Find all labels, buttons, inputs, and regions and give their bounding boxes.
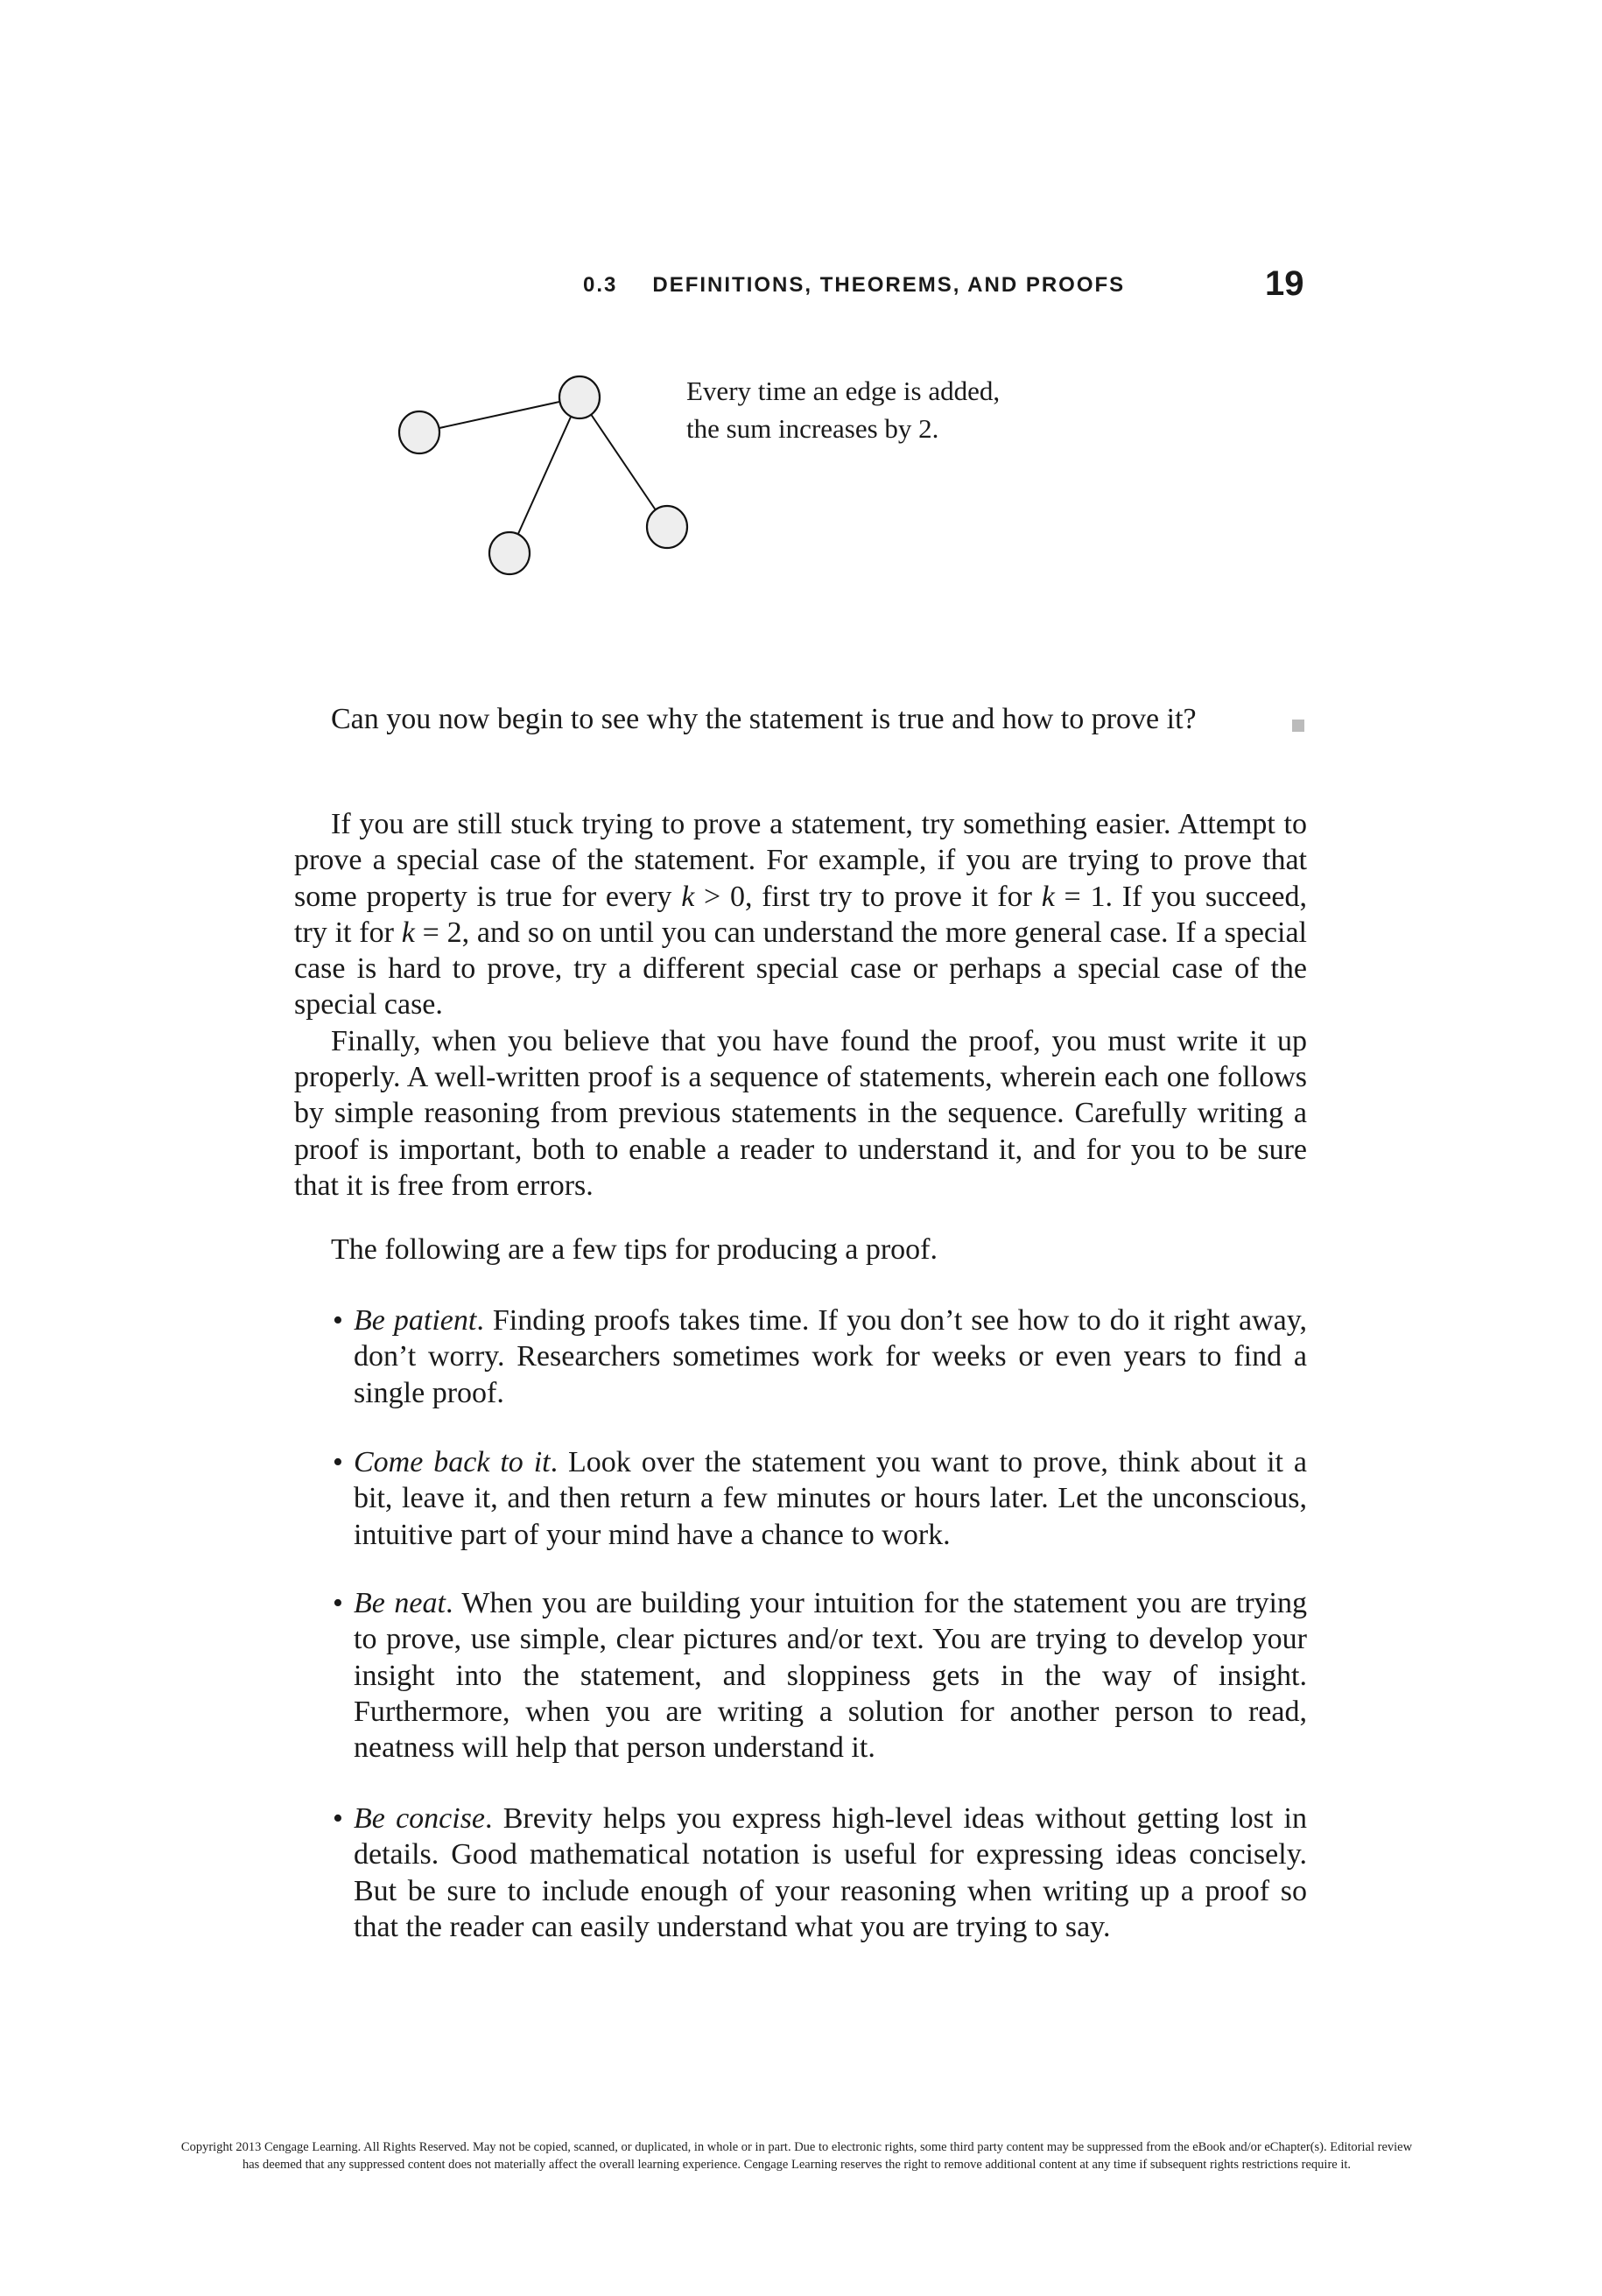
tip-text: . Look over the statement you want to prove, think about it a bit, leave it, and then return a few minutes or hours later. Let the unconscious, intuitive part of your mind have a chance to work.: [354, 1446, 1308, 1551]
tip-title: Be patient: [354, 1304, 477, 1337]
text: The following are a few tips for producing a proof.: [331, 1233, 938, 1266]
graph-edge: [509, 397, 580, 553]
text: = 1. If you succeed, try it for: [294, 880, 1307, 949]
page-number: 19: [1265, 264, 1304, 303]
graph-node: [489, 532, 530, 574]
math-var: k: [681, 880, 695, 913]
paragraph-tips-intro: [294, 1232, 1307, 1267]
tip-title: Come back to it: [354, 1446, 551, 1478]
text: If you are still stuck trying to prove a statement, try something easier. Attempt to prove a special case of the statement. For example, if you are trying to prove that some property is true for every: [294, 808, 1307, 913]
end-of-proof-square: [1292, 720, 1304, 732]
tip-text: . Brevity helps you express high-level ideas without getting lost in details. Good mathematical notation is useful for expressing ideas concisely. But be sure to include enough of your reasoning when writing up a proof so that the reader can easily understand what you are trying to say.: [354, 1802, 1307, 1943]
graph-figure: [376, 359, 709, 586]
tip-title: Be neat: [354, 1587, 446, 1619]
bullet-icon: •: [333, 1304, 343, 1337]
tip-item: [333, 1302, 1307, 1411]
paragraph-finally: Finally, when you believe that you have found the proof, you must write it up properly. A well-written proof is a sequence of statements, wherein each one follows by simple reasoning from previous statements in the sequence. Carefully writing a proof is important, both to enable a reader to understand it, and for you to be sure that it is free from errors.: [294, 1024, 1307, 1202]
bullet-icon: •: [333, 1446, 343, 1478]
bullet-icon: •: [333, 1587, 343, 1619]
tip-text: . When you are building your intuition for the statement you are trying to prove, use simple, clear pictures and/or text. You are trying to develop your insight into the statement, and sloppiness gets in the way of insight. Furthermore, when you are writing a solution for another person to read, neatness will help that person understand it.: [354, 1587, 1307, 1765]
copyright-footer: Copyright 2013 Cengage Learning. All Rights Reserved. May not be copied, scanned, or duplicated, in whole or in part. Due to electronic rights, some third party content may be suppressed from the eBook and/or eChapter(s). Editorial review has deemed that any suppressed content does not materially affect the overall learning experience. Cengage Learning reserves the right to remove additional content at any time if subsequent rights restrictions require it.: [180, 2140, 1413, 2172]
tip-item: [333, 1585, 1307, 1766]
section-title: DEFINITIONS, THEOREMS, AND PROOFS: [652, 273, 1126, 297]
paragraph-stuck: [294, 806, 1307, 1204]
section-number: 0.3: [583, 273, 618, 297]
tip-item: [333, 1801, 1307, 1945]
tip-text: . Finding proofs takes time. If you don’t see how to do it right away, don’t worry. Researchers sometimes work for weeks or even years to find a single proof.: [354, 1304, 1307, 1409]
running-header: [583, 273, 1125, 298]
caption-line: the sum increases by 2.: [686, 413, 939, 444]
graph-edge: [419, 397, 580, 432]
text: > 0, first try to prove it for: [694, 880, 1042, 913]
graph-node: [647, 506, 687, 548]
caption-line: Every time an edge is added,: [686, 376, 1001, 406]
question-text: Can you now begin to see why the statement is true and how to prove it?: [331, 703, 1197, 735]
graph-node: [559, 376, 600, 418]
text: = 2, and so on until you can understand the more general case. If a special case is hard to prove, try a different special case or perhaps a special case of the special case.: [294, 916, 1307, 1022]
tip-item: [333, 1444, 1307, 1553]
math-var: k: [401, 916, 415, 949]
figure-caption: [686, 372, 1000, 447]
tip-title: Be concise: [354, 1802, 486, 1835]
math-var: k: [1041, 880, 1055, 913]
graph-edge: [580, 397, 667, 527]
graph-node: [399, 411, 439, 453]
bullet-icon: •: [333, 1802, 343, 1835]
